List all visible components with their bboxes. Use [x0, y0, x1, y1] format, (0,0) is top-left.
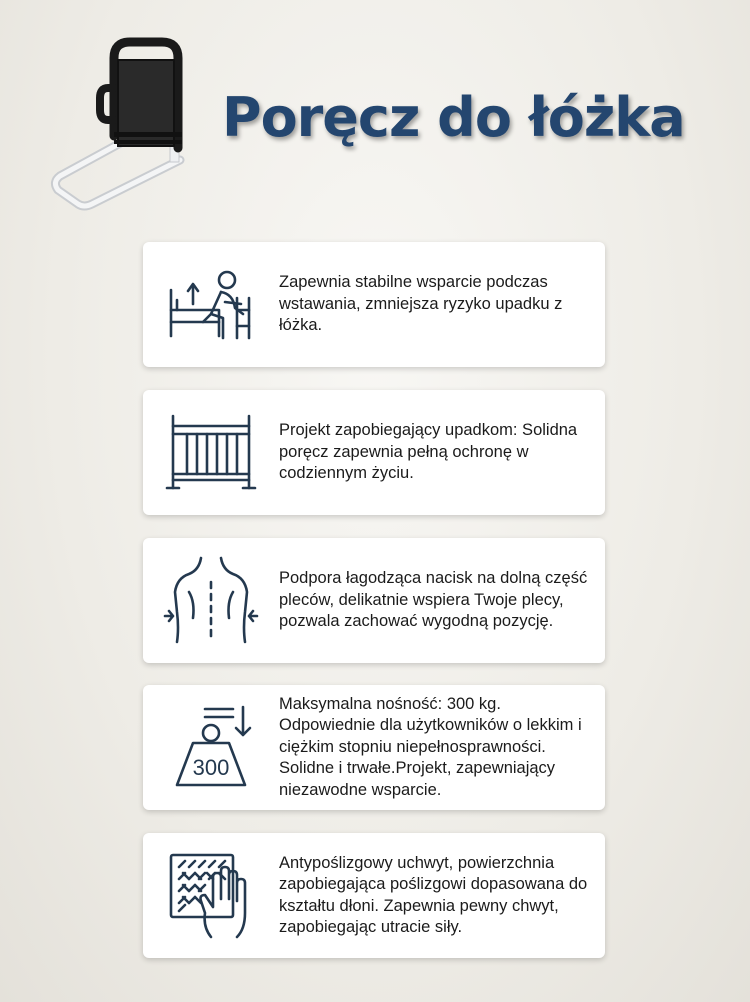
person-rising-from-bed-icon — [163, 256, 259, 352]
feature-card-back-support — [143, 538, 605, 663]
anti-slip-grip-hand-icon — [163, 847, 259, 943]
back-support-icon — [163, 552, 259, 648]
page-title: Poręcz do łóżka — [222, 86, 685, 149]
feature-text: Zapewnia stabilne wsparcie podczas wstawania, zmniejsza ryzyko upadku z łóżka. — [279, 273, 563, 335]
bed-rail-icon — [163, 404, 259, 500]
feature-card-load-capacity — [143, 685, 605, 810]
feature-card-fall-prevention — [143, 390, 605, 515]
weight-label: 300 — [192, 755, 230, 780]
feature-text: Antypoślizgowy uchwyt, powierzchnia zapobiegająca poślizgowi dopasowana do kształtu dłoni. Zapewnia pewny chwyt, zapobiegając utracie siły. — [279, 853, 588, 936]
feature-text: Maksymalna nośność: 300 kg. Odpowiednie dla użytkowników o lekkim i ciężkim stopniu niepełnosprawności. Solidne i trwałe.Projekt, zapewniający niezawodne wsparcie. — [279, 694, 582, 799]
feature-card-stand-support — [143, 242, 605, 367]
bed-rail-product-image — [48, 36, 198, 211]
feature-card-anti-slip-grip — [143, 833, 605, 958]
feature-text: Podpora łagodząca nacisk na dolną część pleców, delikatnie wspiera Twoje plecy, pozwala zachować wygodną pozycję. — [279, 569, 588, 631]
weight-300-icon — [163, 699, 259, 795]
feature-text: Projekt zapobiegający upadkom: Solidna poręcz zapewnia pełną ochronę w codziennym życiu. — [279, 421, 578, 483]
